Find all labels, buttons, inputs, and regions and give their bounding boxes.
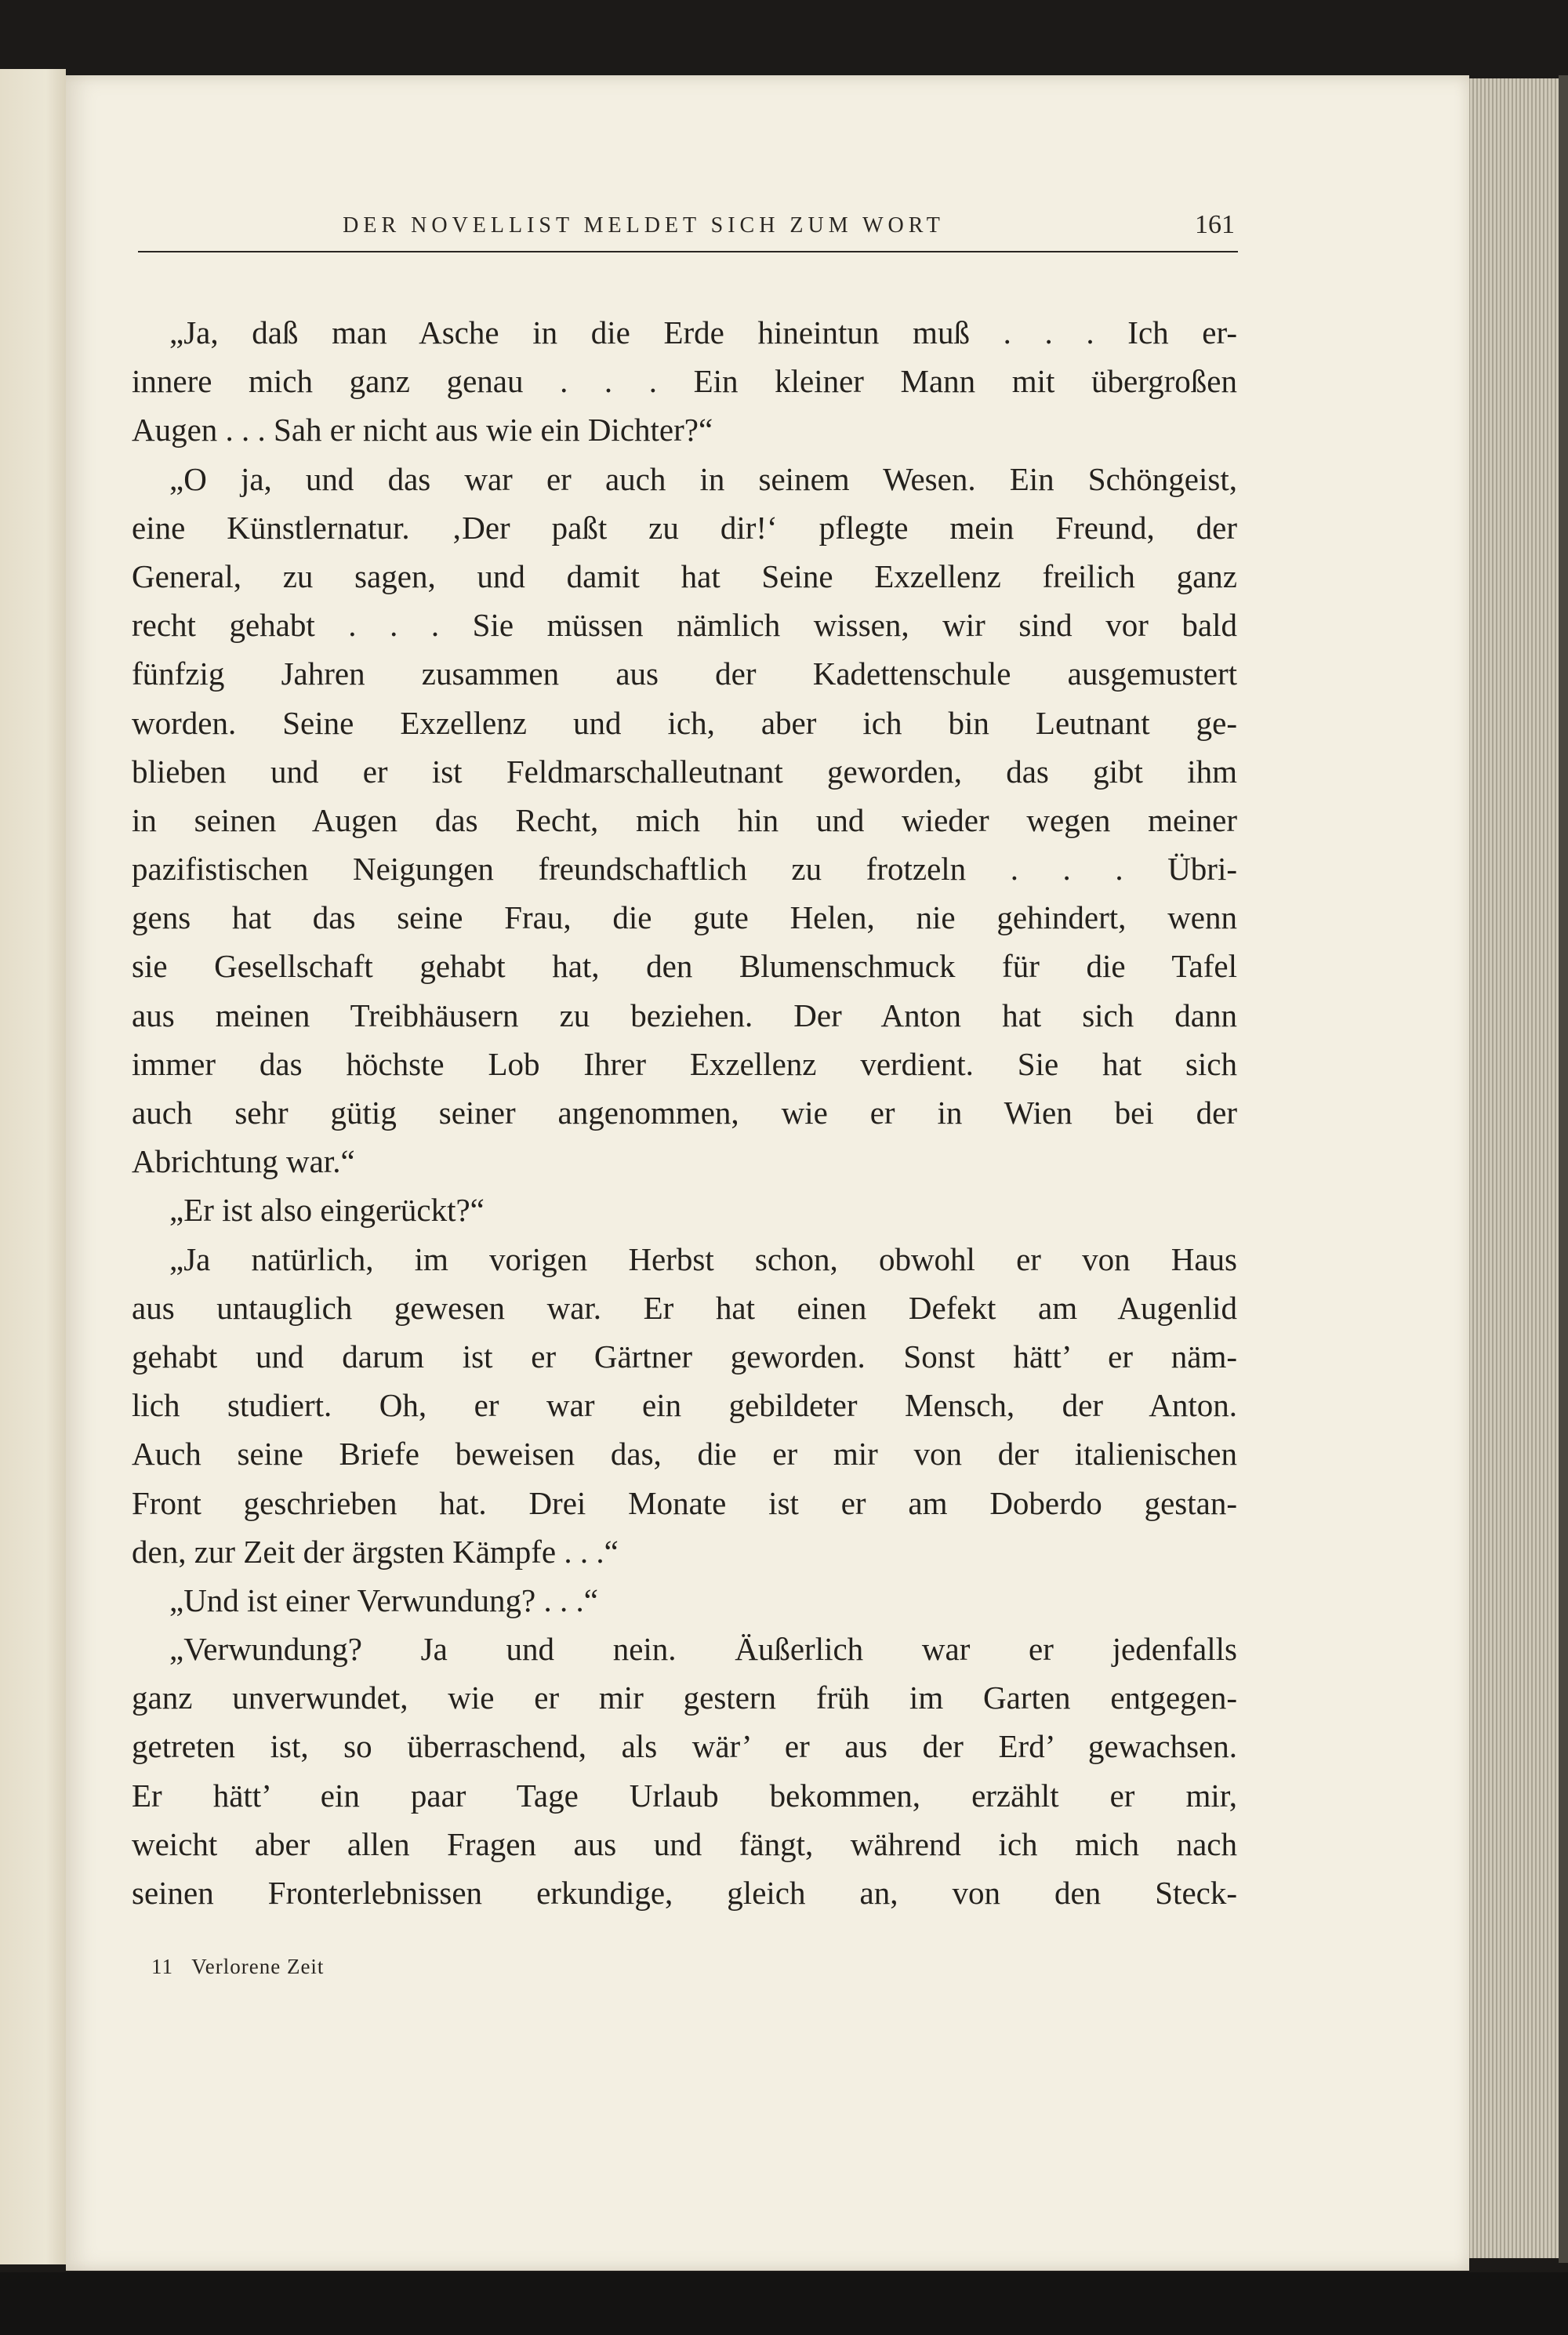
text-line: worden. Seine Exzellenz und ich, aber ich bin Leutnant ge- [132, 704, 1237, 741]
scan-background [0, 2272, 1568, 2335]
text-line: auch sehr gütig seiner angenommen, wie er in Wien bei der [132, 1095, 1237, 1131]
book-page-edges [1466, 78, 1559, 2258]
body-text [132, 308, 1237, 1917]
text-line: lich studiert. Oh, er war ein gebildeter Mensch, der Anton. [132, 1387, 1237, 1424]
text-line: weicht aber allen Fragen aus und fängt, während ich mich nach [132, 1825, 1237, 1862]
text-line: blieben und er ist Feldmarschalleutnant geworden, das gibt ihm [132, 753, 1237, 790]
text-line: recht gehabt . . . Sie müssen nämlich wissen, wir sind vor bald [132, 607, 1237, 644]
text-line: in seinen Augen das Recht, mich hin und wieder wegen meiner [132, 801, 1237, 838]
text-line: eine Künstlernatur. ‚Der paßt zu dir!‘ pflegte mein Freund, der [132, 509, 1237, 546]
text-line: fünfzig Jahren zusammen aus der Kadettenschule ausgemustert [132, 655, 1237, 692]
printer-signature [151, 1955, 324, 1979]
text-line: „Verwundung? Ja und nein. Äußerlich war er jedenfalls [169, 1631, 1237, 1668]
signature-title: Verlorene Zeit [191, 1955, 325, 1978]
text-line: ganz unverwundet, wie er mir gestern früh im Garten entgegen- [132, 1680, 1237, 1716]
text-line: „Ja natürlich, im vorigen Herbst schon, obwohl er von Haus [169, 1240, 1237, 1277]
text-line: pazifistischen Neigungen freundschaftlich zu frotzeln . . . Übri- [132, 851, 1237, 888]
text-line: immer das höchste Lob Ihrer Exzellenz verdient. Sie hat sich [132, 1045, 1237, 1082]
book-cover-edge [1559, 75, 1568, 2263]
text-line: Augen . . . Sah er nicht aus wie ein Dichter?“ [132, 412, 713, 448]
page-number: 161 [1195, 210, 1235, 239]
text-line: „Er ist also eingerückt?“ [169, 1192, 485, 1229]
text-line: Er hätt’ ein paar Tage Urlaub bekommen, erzählt er mir, [132, 1777, 1237, 1814]
text-line: Auch seine Briefe beweisen das, die er mir von der italienischen [132, 1436, 1237, 1473]
signature-number: 11 [151, 1955, 173, 1978]
text-line: getreten ist, so überraschend, als wär’ er aus der Erd’ gewachsen. [132, 1728, 1237, 1765]
text-line: „Ja, daß man Asche in die Erde hineintun muß . . . Ich er- [169, 314, 1237, 350]
text-line: „Und ist einer Verwundung? . . .“ [169, 1581, 598, 1618]
text-line: innere mich ganz genau . . . Ein kleiner Mann mit übergroßen [132, 363, 1237, 400]
text-line: General, zu sagen, und damit hat Seine Exzellenz freilich ganz [132, 557, 1237, 594]
text-line: seinen Fronterlebnissen erkundige, gleich an, von den Steck- [132, 1875, 1237, 1911]
text-line: Front geschrieben hat. Drei Monate ist er am Doberdo gestan- [132, 1484, 1237, 1521]
text-line: gehabt und darum ist er Gärtner geworden. Sonst hätt’ er näm- [132, 1338, 1237, 1374]
running-title: DER NOVELLIST MELDET SICH ZUM WORT [343, 213, 945, 238]
running-head [138, 205, 1238, 252]
text-line: aus untauglich gewesen war. Er hat einen Defekt am Augenlid [132, 1289, 1237, 1326]
text-line: Abrichtung war.“ [132, 1143, 355, 1180]
text-line: den, zur Zeit der ärgsten Kämpfe . . .“ [132, 1533, 619, 1570]
text-line: gens hat das seine Frau, die gute Helen, nie gehindert, wenn [132, 899, 1237, 936]
text-line: sie Gesellschaft gehabt hat, den Blumenschmuck für die Tafel [132, 948, 1237, 985]
facing-page-edge [0, 69, 66, 2264]
text-line: „O ja, und das war er auch in seinem Wesen. Ein Schöngeist, [169, 460, 1237, 497]
text-line: aus meinen Treibhäusern zu beziehen. Der Anton hat sich dann [132, 997, 1237, 1033]
